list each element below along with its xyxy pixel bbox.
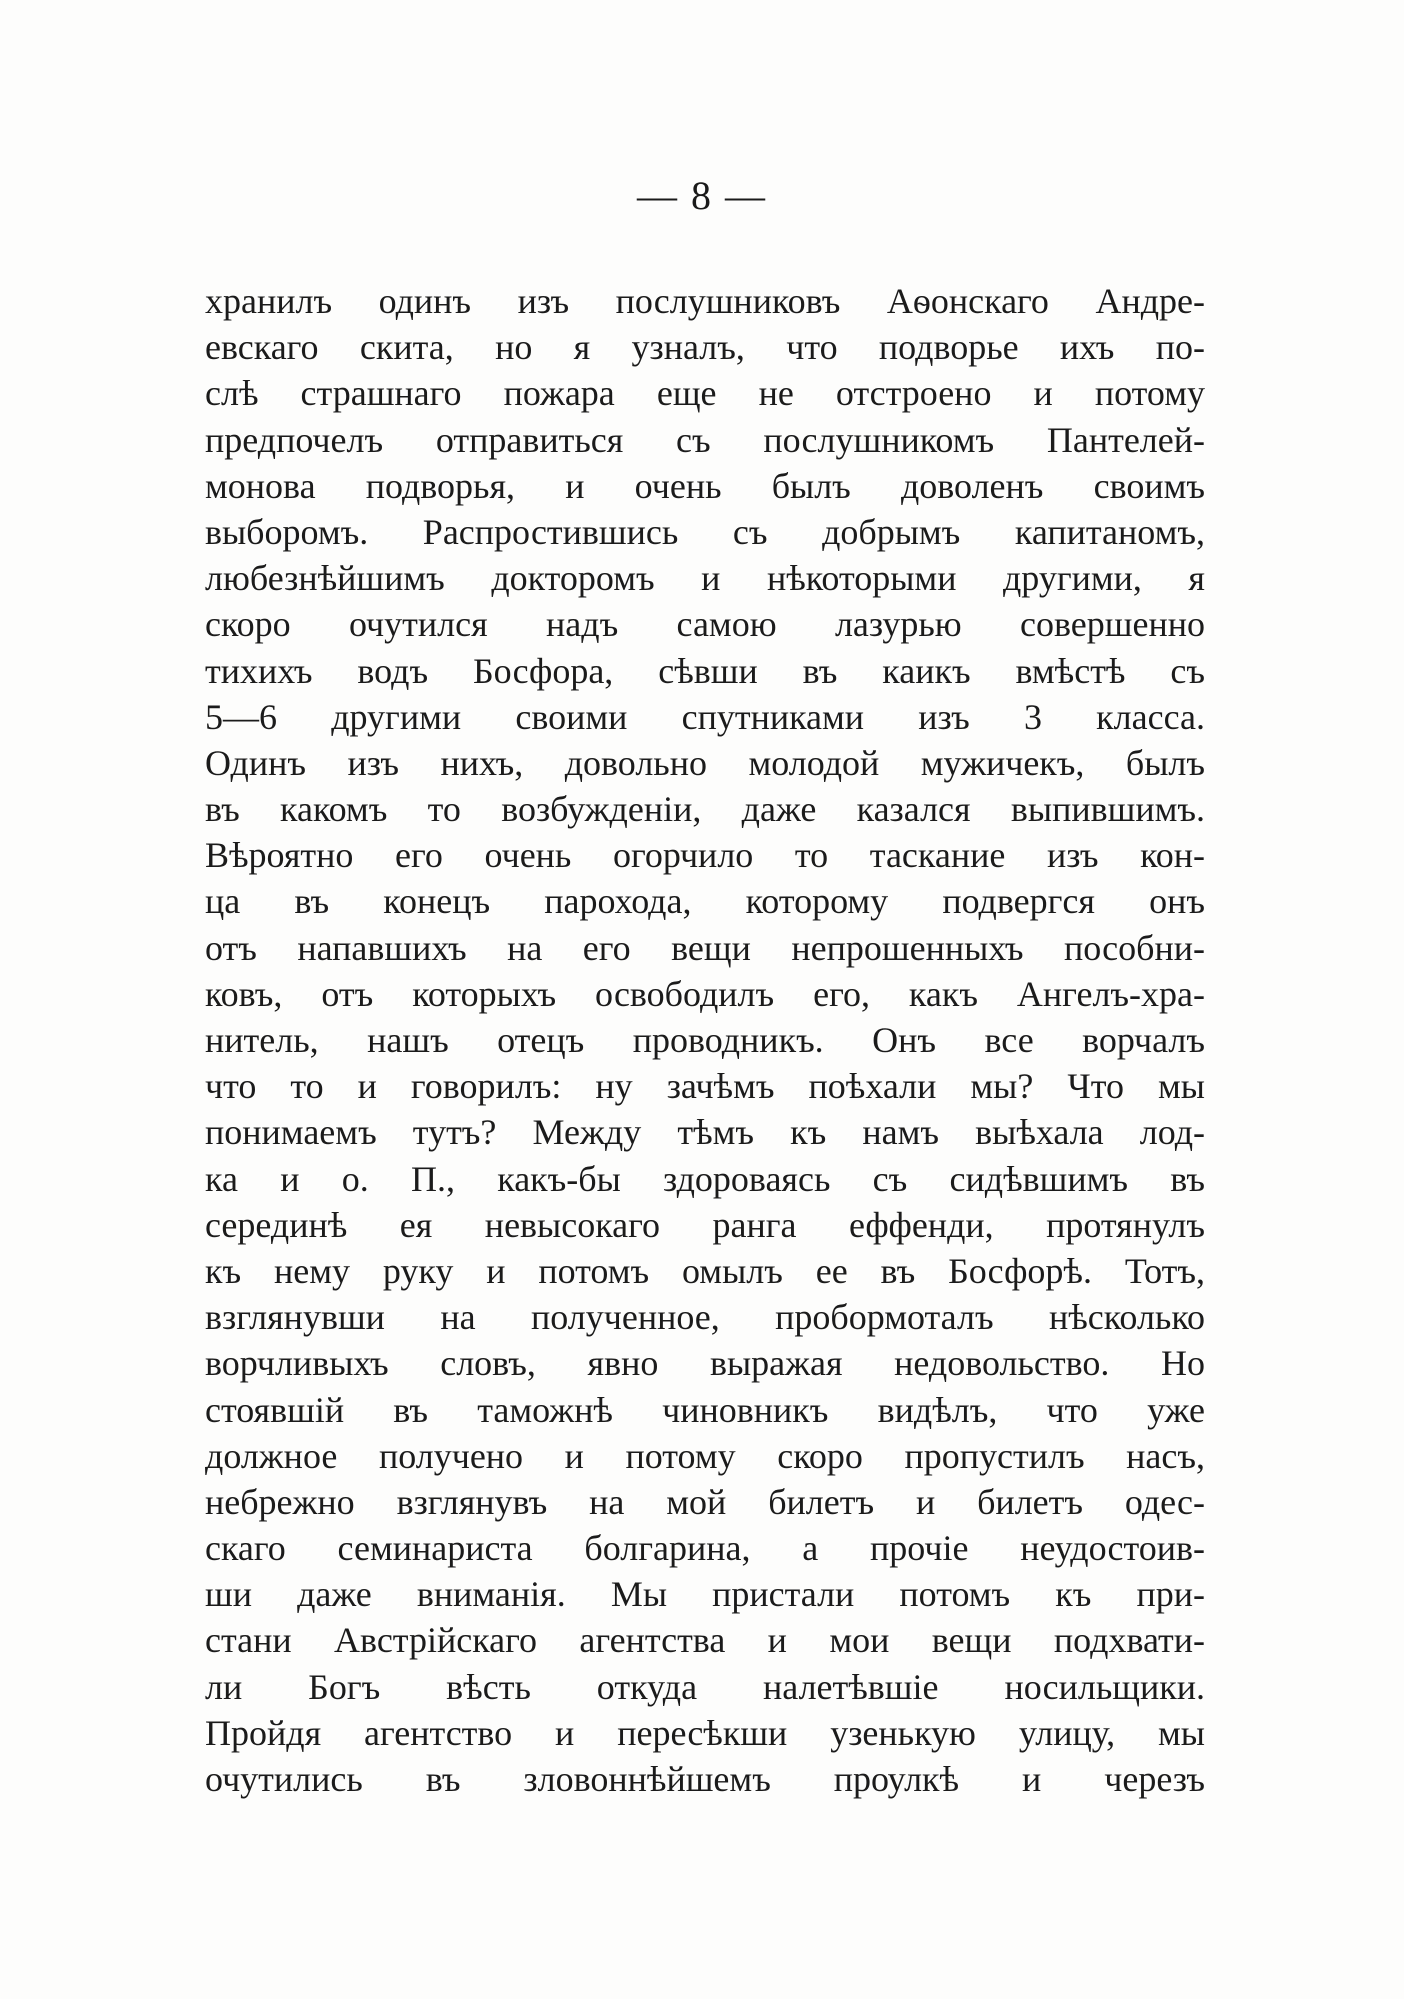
text-line: понимаемъ тутъ? Между тѣмъ къ намъ выѣхала лод- (205, 1112, 1205, 1153)
text-line: любезнѣйшимъ докторомъ и нѣкоторыми другими, я (205, 558, 1205, 599)
text-line: Одинъ изъ нихъ, довольно молодой мужичекъ, былъ (205, 742, 1205, 783)
text-line: ца въ конецъ парохода, которому подвергся онъ (205, 881, 1205, 922)
text-line: что то и говорилъ: ну зачѣмъ поѣхали мы? Что мы (205, 1066, 1205, 1107)
text-line: предпочелъ отправиться съ послушникомъ Пантелей- (205, 419, 1205, 460)
text-line: отъ напавшихъ на его вещи непрошенныхъ пособни- (205, 927, 1205, 968)
text-line: тихихъ водъ Босфора, сѣвши въ каикъ вмѣстѣ съ (205, 650, 1205, 691)
text-line: ли Богъ вѣсть откуда налетѣвшiе носильщики. (205, 1666, 1205, 1707)
text-line: монова подворья, и очень былъ доволенъ своимъ (205, 465, 1205, 506)
text-line: взглянувши на полученное, пробормоталъ нѣсколько (205, 1297, 1205, 1338)
body-text (205, 278, 1205, 1802)
text-line: должное получено и потому скоро пропустилъ насъ, (205, 1435, 1205, 1476)
text-line: небрежно взглянувъ на мой билетъ и билетъ одес- (205, 1481, 1205, 1522)
text-line: 5—6 другими своими спутниками изъ 3 класса. (205, 696, 1205, 737)
page-number: — 8 — (637, 173, 767, 218)
text-line: Вѣроятно его очень огорчило то таскание изъ кон- (205, 835, 1205, 876)
text-line: къ нему руку и потомъ омылъ ее въ Босфорѣ. Тотъ, (205, 1250, 1205, 1291)
text-line: ковъ, отъ которыхъ освободилъ его, какъ Ангелъ-хра- (205, 973, 1205, 1014)
text-line: нитель, нашъ отецъ проводникъ. Онъ все ворчалъ (205, 1020, 1205, 1060)
text-line: ши даже вниманiя. Мы пристали потомъ къ при- (205, 1574, 1205, 1615)
text-line: слѣ страшнаго пожара еще не отстроено и потому (205, 373, 1205, 414)
text-line: серединѣ ея невысокаго ранга еффенди, протянулъ (205, 1204, 1205, 1245)
text-line: ка и о. П., какъ-бы здороваясь съ сидѣвшимъ въ (205, 1158, 1205, 1199)
text-line: выборомъ. Распростившись съ добрымъ капитаномъ, (205, 511, 1205, 552)
text-line: въ какомъ то возбужденiи, даже казался выпившимъ. (205, 789, 1205, 830)
text-line: хранилъ одинъ изъ послушниковъ Аѳонскаго Андре- (205, 281, 1205, 321)
text-line: стоявшiй въ таможнѣ чиновникъ видѣлъ, что уже (205, 1389, 1205, 1430)
text-line: скаго семинариста болгарина, а прочiе неудостоив- (205, 1528, 1205, 1569)
text-line: евскаго скита, но я узналъ, что подворье ихъ по- (205, 327, 1205, 368)
text-line: стани Австрiйскаго агентства и мои вещи подхвати- (205, 1620, 1205, 1661)
text-line: очутились въ зловоннѣйшемъ проулкѣ и черезъ (205, 1759, 1205, 1799)
text-line: Пройдя агентство и пересѣкши узенькую улицу, мы (205, 1712, 1205, 1753)
text-line: ворчливыхъ словъ, явно выражая недовольство. Но (205, 1343, 1205, 1384)
text-line: скоро очутился надъ самою лазурью совершенно (205, 604, 1205, 645)
